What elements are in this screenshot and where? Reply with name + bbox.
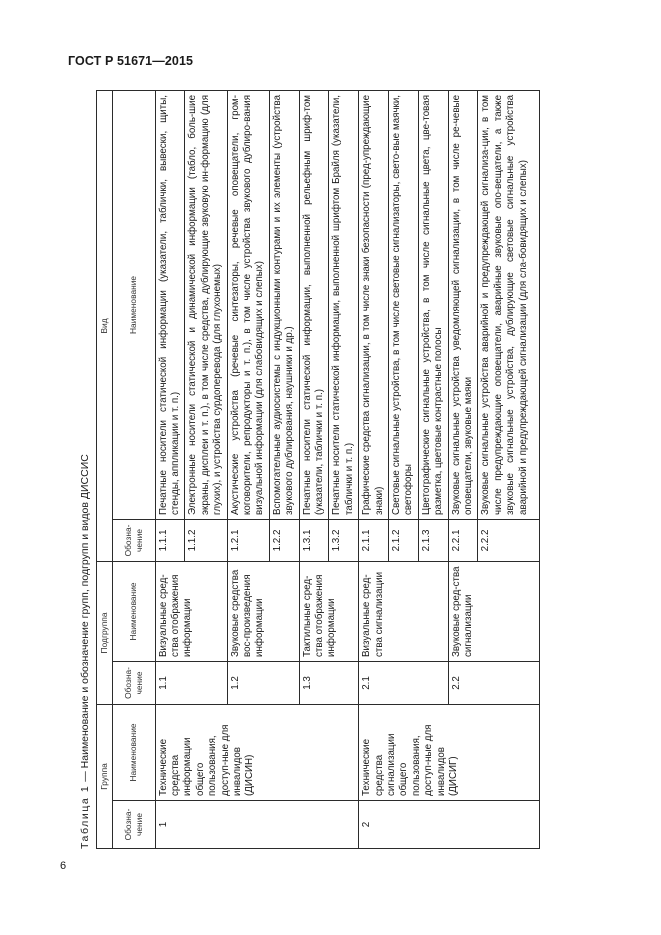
type-name: Электронные носители статической и динамической информации (табло, боль-шие экраны, дисплеи и т. п.), в том числе средства, дублирующие звуковую ин-формацию (для глухих), и устройства сурдоперевода (для глухонемых) xyxy=(185,90,227,519)
type-name: Световые сигнальные устройства, в том числе световые сигнализаторы, свето-вые маячки, светофоры xyxy=(389,90,419,519)
document-header: ГОСТ Р 51671—2015 xyxy=(68,54,194,68)
group-header: Группа xyxy=(97,704,113,848)
subgroup-name: Звуковые средства вос-произведения информации xyxy=(227,561,299,661)
type-code: 2.2.1 xyxy=(448,519,478,561)
group-name: Технические средства сигнализации общего пользования, доступ-ные для инвалидов (ДИСИГ) xyxy=(359,704,540,800)
subgroup-code: 1.1 xyxy=(155,661,227,704)
type-code: 1.3.1 xyxy=(299,519,329,561)
type-name: Печатные носители статической информации, выполненной шрифтом Брайля (указатели, таблички и т. п.) xyxy=(329,90,359,519)
type-code: 2.1.1 xyxy=(359,519,389,561)
rotated-table-page xyxy=(78,91,562,849)
table-caption-text: — Наименование и обозначение групп, подгрупп и видов ДИССИС xyxy=(79,454,91,785)
subgroup-code-header: Обозна-чение xyxy=(112,661,155,704)
subgroup-header: Подгруппа xyxy=(97,561,113,704)
group-code-header: Обозна-чение xyxy=(112,801,155,849)
type-name: Акустические устройства (речевые синтезаторы, речевые оповещатели, гром-коговорители, репродукторы и т. п.), в том числе устройства звукового дублиро-вания визуальной информации (для слабовидящих и слепых) xyxy=(227,90,269,519)
subgroup-code: 2.1 xyxy=(359,661,448,704)
type-code-header: Обозна-чение xyxy=(112,519,155,561)
type-name: Звуковые сигнальные устройства аварийной и предупреждающей сигнализа-ции, в том числе предупреждающие оповещатели, аварийные звуковые опо-вещатели, а также звуковые сигнальные устройства, дублирующие световые сигнальные устройства аварийной и предупреждающей сигнализации (для сла-бовидящих и слепых) xyxy=(478,90,540,519)
table-row xyxy=(155,90,185,848)
subgroup-name: Визуальные сред-ства сигнализации xyxy=(359,561,448,661)
group-name: Технические средства информации общего пользования, доступ-ные для инвалидов (ДИСИН) xyxy=(155,704,359,800)
group-code: 2 xyxy=(359,801,540,849)
type-code: 1.3.2 xyxy=(329,519,359,561)
group-name-header: Наименование xyxy=(112,704,155,800)
subgroup-name-header: Наименование xyxy=(112,561,155,661)
type-code: 2.1.3 xyxy=(418,519,448,561)
subgroup-code: 1.3 xyxy=(299,661,359,704)
type-code: 2.2.2 xyxy=(478,519,540,561)
subgroup-name: Звуковые сред-ства сигнализации xyxy=(448,561,540,661)
table-caption xyxy=(78,91,96,849)
type-name: Печатные носители статической информации, выполненной рельефным шриф-том (указатели, таблички и т. п.) xyxy=(299,90,329,519)
type-code: 1.2.2 xyxy=(269,519,299,561)
type-name: Печатные носители статической информации (указатели, таблички, вывески, щиты, стенды, аппликации и т. п.) xyxy=(155,90,185,519)
subgroup-code: 2.2 xyxy=(448,661,540,704)
page-number: 6 xyxy=(60,860,67,872)
type-code: 1.1.2 xyxy=(185,519,227,561)
type-code: 2.1.2 xyxy=(389,519,419,561)
type-header: Вид xyxy=(97,90,113,561)
table-caption-prefix: Таблица 1 xyxy=(79,784,91,849)
type-name: Графические средства сигнализации, в том числе знаки безопасности (пред-упреждающие знаки) xyxy=(359,90,389,519)
table-row xyxy=(359,90,389,848)
subgroup-name: Тактильные сред-ства отображения информации xyxy=(299,561,359,661)
type-name: Вспомогательные аудиосистемы с индукционными контурами и их элементы (устройства звукового дублирования, наушники и др.) xyxy=(269,90,299,519)
type-code: 1.1.1 xyxy=(155,519,185,561)
type-name: Звуковые сигнальные устройства уведомляющей сигнализации, в том числе ре-чевые оповещатели, звуковые маяки xyxy=(448,90,478,519)
subgroup-code: 1.2 xyxy=(227,661,299,704)
subgroup-name: Визуальные сред-ства отображения информации xyxy=(155,561,227,661)
type-name: Цветографические сигнальные устройства, в том числе сигнальные цвета, цве-товая разметка, цветовые контрастные полосы xyxy=(418,90,448,519)
type-name-header: Наименование xyxy=(112,90,155,519)
group-code: 1 xyxy=(155,801,359,849)
type-code: 1.2.1 xyxy=(227,519,269,561)
types-table xyxy=(96,90,540,849)
